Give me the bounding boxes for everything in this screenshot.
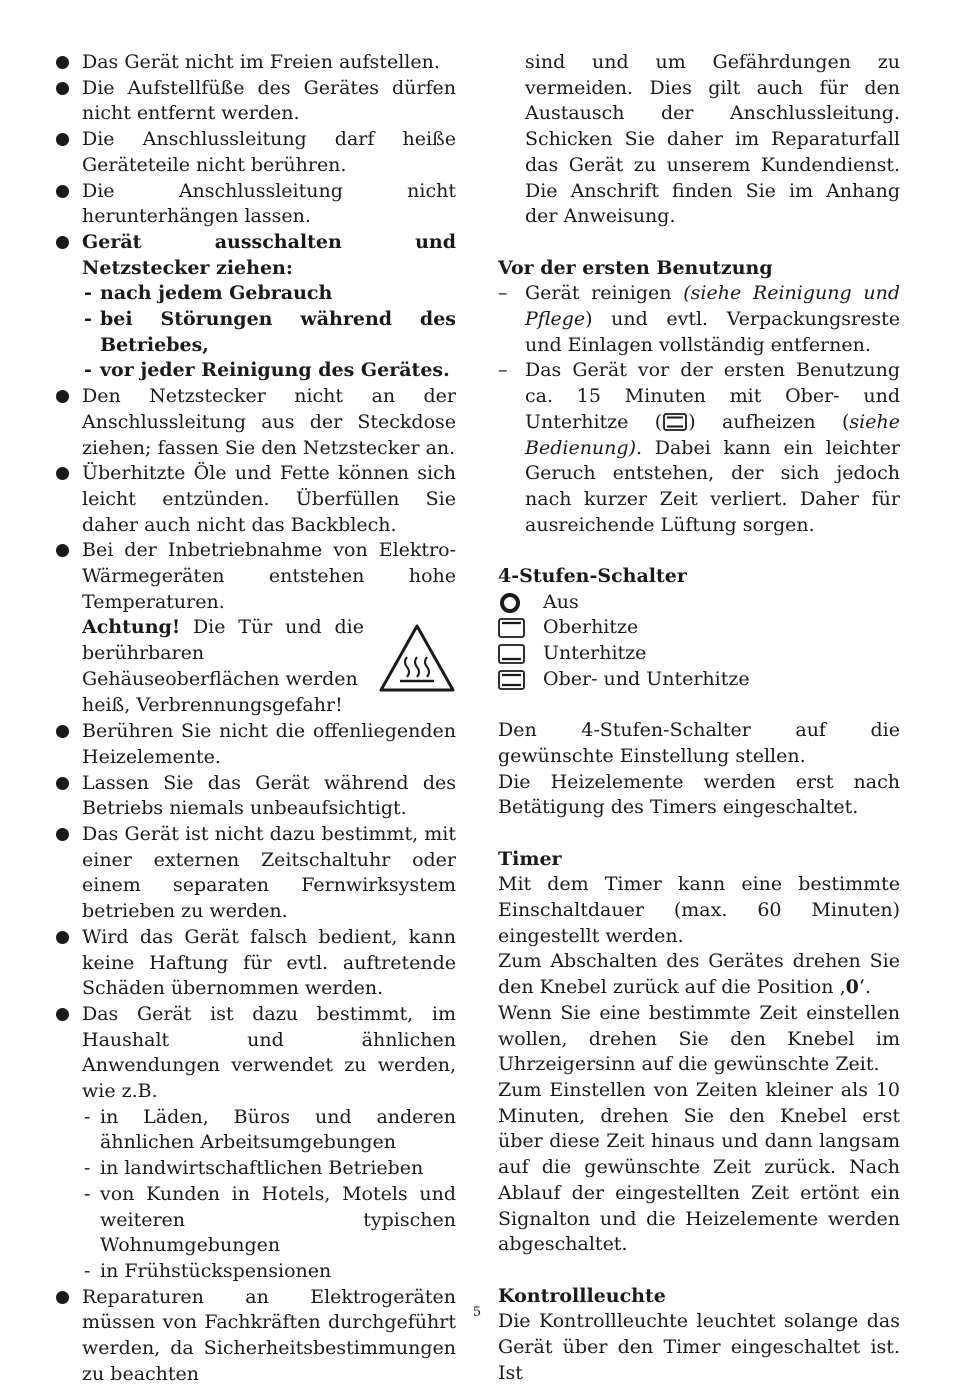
bullet-item: Die Anschlussleitung nicht herunterhängen lassen. [56, 179, 456, 230]
bullet-item: Wird das Gerät falsch bedient, kann keine Haftung für evtl. auftretende Schäden übernommen werden. [56, 925, 456, 1002]
paragraph: Mit dem Timer kann eine bestimmte Einschaltdauer (max. 60 Minuten) eingestellt werden. [498, 873, 900, 947]
paragraph: Zum Einstellen von Zeiten kleiner als 10 Minuten, drehen Sie den Knebel erst über diese Zeit hinaus und dann langsam auf die gewünschte Zeit zurück. Nach Ablauf der eingestellten Zeit ertönt ein Signalton und die Heizelemente werden abgeschaltet. [498, 1079, 900, 1256]
paragraph: Wenn Sie eine bestimmte Zeit einstellen wollen, drehen Sie den Knebel im Uhrzeigersinn auf die gewünschte Zeit. [498, 1001, 900, 1076]
bullet-item: Das Gerät ist nicht dazu bestimmt, mit einer externen Zeitschaltuhr oder einem separaten Fernwirksystem betrieben zu werden. [56, 822, 456, 925]
sub-item: - nach jedem Gebrauch [56, 281, 456, 307]
sub-item: - in landwirtschaftlichen Betrieben [56, 1156, 456, 1182]
paragraph: Die Kontrollleuchte leuchtet solange das Gerät über den Timer eingeschaltet ist. Ist [498, 1310, 900, 1384]
top-bottom-heat-icon [662, 412, 688, 432]
left-column [56, 50, 456, 1387]
dash-item: – Das Gerät vor der ersten Benutzung ca. 15 Minuten mit Ober- und Unterhitze ( ) aufheizen (siehe Bedienung). Dabei kann ein leichter Geruch entstehen, der sich jedoch nach kurzer Zeit verliert. Daher für ausreichende Lüftung sorgen. [498, 358, 900, 538]
warning-text: Achtung! Die Tür und die berührbaren Gehäuseoberflächen werden [82, 616, 364, 690]
paragraph: Zum Abschalten des Gerätes drehen Sie den Knebel zurück auf die Position ‚0‘. [498, 950, 900, 999]
sub-item: - vor jeder Reinigung des Gerätes. [56, 358, 456, 384]
sub-item: - bei Störungen während des Betriebes, [56, 307, 456, 358]
hot-surface-warning-icon [378, 623, 456, 693]
bullet-item: Den Netzstecker nicht an der Anschlussleitung aus der Steckdose ziehen; fassen Sie den Netzstecker an. [56, 384, 456, 461]
off-circle-icon [498, 592, 526, 614]
paragraph: Die Heizelemente werden erst nach Betätigung des Timers eingeschaltet. [498, 770, 900, 819]
bullet-item: Reparaturen an Elektrogeräten müssen von Fachkräften durchgeführt werden, da Sicherheitsbestimmungen zu beachten [56, 1285, 456, 1387]
sub-item: - in Frühstückspensionen [56, 1259, 456, 1285]
page-number: 5 [472, 1305, 482, 1320]
paragraph: Den 4-Stufen-Schalter auf die gewünschte Einstellung stellen. [498, 719, 900, 767]
switch-option: Oberhitze [498, 615, 900, 641]
bullet-item: Berühren Sie nicht die offenliegenden Heizelemente. [56, 719, 456, 770]
switch-option: Aus [498, 590, 900, 616]
bullet-item: Das Gerät ist dazu bestimmt, im Haushalt und ähnlichen Anwendungen verwendet zu werden, wie z.B. [56, 1002, 456, 1105]
sub-item: - von Kunden in Hotels, Motels und weiteren typischen Wohnumgebungen [56, 1182, 456, 1259]
warning-block [56, 615, 456, 719]
bullet-item: Die Aufstellfüße des Gerätes dürfen nicht entfernt werden. [56, 76, 456, 127]
dash-item: – Gerät reinigen (siehe Reinigung und Pflege) und evtl. Verpackungsreste und Einlagen vollständig entfernen. [498, 281, 900, 358]
continued-paragraph: sind und um Gefährdungen zu vermeiden. Dies gilt auch für den Austausch der Anschlussleitung. Schicken Sie daher im Reparaturfall das Gerät zu unserem Kundendienst. Die Anschrift finden Sie im Anhang der Anweisung. [525, 51, 900, 228]
switch-option: Unterhitze [498, 641, 900, 667]
bullet-item: Lassen Sie das Gerät während des Betriebs niemals unbeaufsichtigt. [56, 771, 456, 822]
warning-label: Achtung! [82, 616, 181, 639]
bullet-item: Bei der Inbetriebnahme von Elektro-Wärmegeräten entstehen hohe Temperaturen. [56, 538, 456, 615]
section-heading: Kontrollleuchte [498, 1284, 666, 1307]
bullet-item-bold: Gerät ausschalten und Netzstecker ziehen: [56, 230, 456, 281]
switch-option: Ober- und Unterhitze [498, 667, 900, 693]
right-column [498, 50, 900, 1386]
sub-item: - in Läden, Büros und anderen ähnlichen Arbeitsumgebungen [56, 1105, 456, 1156]
section-heading: 4-Stufen-Schalter [498, 565, 687, 588]
section-heading: Vor der ersten Benutzung [498, 256, 773, 279]
bullet-item: Überhitzte Öle und Fette können sich leicht entzünden. Überfüllen Sie daher auch nicht das Backblech. [56, 461, 456, 538]
bullet-item: Das Gerät nicht im Freien aufstellen. [56, 50, 456, 76]
warning-tail: heiß, Verbrennungsgefahr! [82, 694, 343, 717]
section-heading: Timer [498, 847, 562, 870]
bullet-item: Die Anschlussleitung darf heiße Geräteteile nicht berühren. [56, 127, 456, 178]
top-bottom-heat-icon [498, 669, 526, 691]
bottom-heat-icon [498, 643, 526, 665]
top-heat-icon [498, 617, 526, 639]
